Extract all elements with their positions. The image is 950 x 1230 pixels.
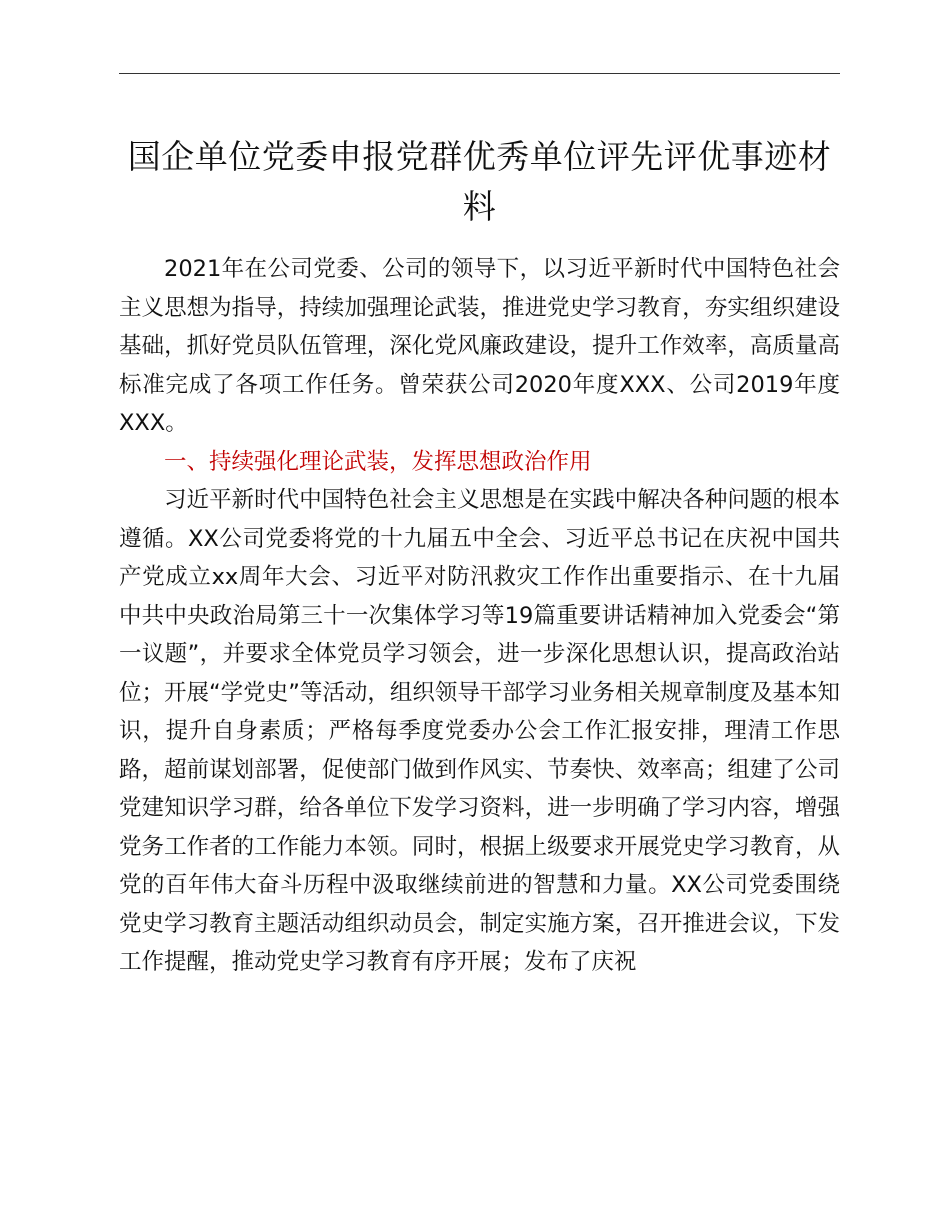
section-1-heading: 一、持续强化理论武装，发挥思想政治作用 — [164, 448, 592, 475]
document-body — [119, 250, 840, 982]
document-title: 国企单位党委申报党群优秀单位评先评优事迹材料 — [127, 137, 832, 226]
intro-paragraph: 2021年在公司党委、公司的领导下，以习近平新时代中国特色社会主义思想为指导，持续加强理论武装，推进党史学习教育，夯实组织建设基础，抓好党员队伍管理，深化党风廉政建设，提升工作效率，高质量高标准完成了各项工作任务。曾荣获公司2020年度XXX、公司2019年度XXX。 — [119, 256, 840, 436]
section-1-paragraph: 习近平新时代中国特色社会主义思想是在实践中解决各种问题的根本遵循。XX公司党委将党的十九届五中全会、习近平总书记在庆祝中国共产党成立xx周年大会、习近平对防汛救灾工作作出重要指示、在十九届中共中央政治局第三十一次集体学习等19篇重要讲话精神加入党委会“第一议题”，并要求全体党员学习领会，进一步深化思想认识，提高政治站位；开展“学党史”等活动，组织领导干部学习业务相关规章制度及基本知识，提升自身素质；严格每季度党委办公会工作汇报安排，理清工作思路，超前谋划部署，促使部门做到作风实、节奏快、效率高；组建了公司党建知识学习群，给各单位下发学习资料，进一步明确了学习内容，增强党务工作者的工作能力本领。同时，根据上级要求开展党史学习教育，从党的百年伟大奋斗历程中汲取继续前进的智慧和力量。XX公司党委围绕党史学习教育主题活动组织动员会，制定实施方案，召开推进会议，下发工作提醒，推动党史学习教育有序开展；发布了庆祝 — [119, 487, 840, 975]
header-rule — [119, 73, 840, 74]
